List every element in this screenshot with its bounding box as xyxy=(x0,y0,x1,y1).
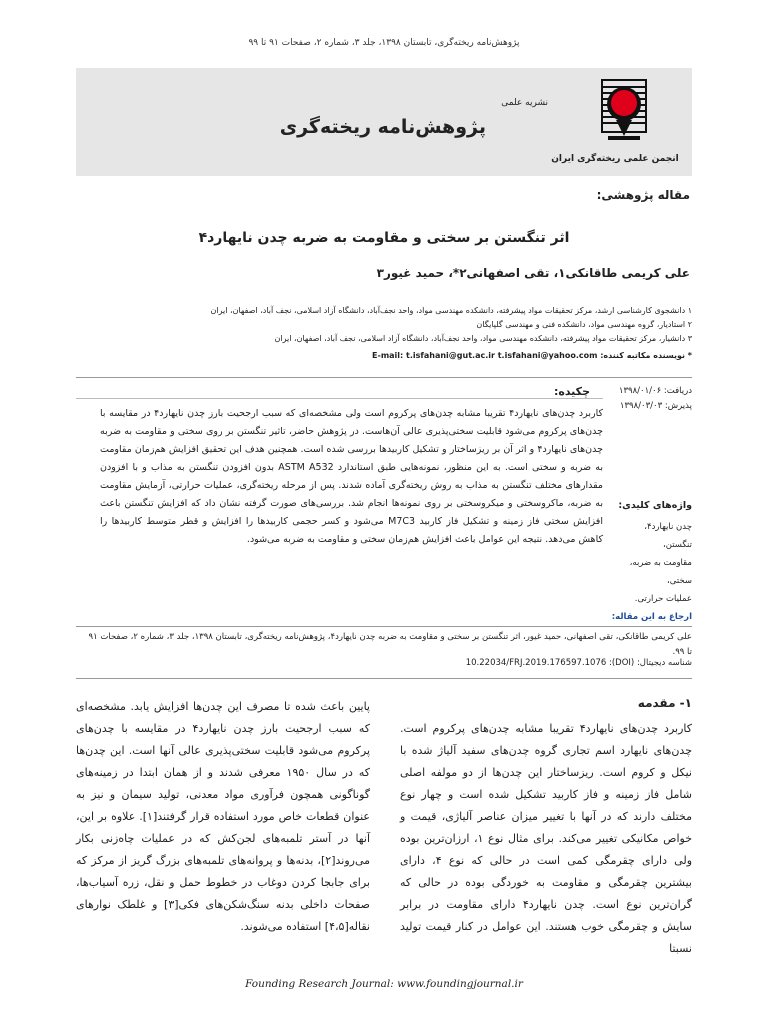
article-dates xyxy=(612,384,692,414)
article-title: اثر تنگستن بر سختی و مقاومت به ضربه چدن نایهارد۴ xyxy=(198,230,570,246)
author-list: علی کریمی طاقانکی۱، تقی اصفهانی۲*، حمید غیور۳ xyxy=(376,266,690,280)
affiliations xyxy=(140,304,692,346)
affiliation-3: ۳ دانشیار، مرکز تحقیقات مواد پیشرفته، دانشکده مهندسی مواد، واحد نجف‌آباد، دانشگاه آزاد اسلامی، نجف آباد، اصفهان، ایران xyxy=(274,334,692,343)
divider xyxy=(76,678,692,679)
society-name: انجمن علمی ریخته‌گری ایران xyxy=(551,154,679,164)
citation-heading: ارجاع به این مقاله: xyxy=(611,612,692,622)
society-logo-icon xyxy=(594,76,654,144)
affiliation-1: ۱ دانشجوی کارشناسی ارشد، مرکز تحقیقات مواد پیشرفته، دانشکده مهندسی مواد، واحد نجف‌آباد، دانشگاه آزاد اسلامی، نجف آباد، اصفهان، ایران xyxy=(210,306,692,315)
keywords-heading: واژه‌های کلیدی: xyxy=(618,500,692,511)
body-column-right: کاربرد چدن‌های نایهارد۴ تقریبا مشابه چدن‌های پرکروم است. چدن‌های نایهارد اسم تجاری گروه چدن‌های سفید آلیاژ شده با نیکل و کروم است. ریزساختار این چدن‌ها از دو مولفه اصلی شامل فاز زمینه و فاز کاربید تشکیل شده است و چهار نوع مختلف دارند که در آنها با تغییر میزان عناصر آلیاژی، قیمت و خواص مکانیکی تغییر می‌کند. برای مثال نوع ۱، ارزان‌ترین بوده ولی دارای چقرمگی کمی است در حالی که نوع ۴، دارای بیشترین چقرمگی و مقاومت به خوردگی بوده در حالی که گران‌ترین نوع است. چدن نایهارد۴ دارای مقاومت در برابر سایش و چقرمگی خوب هستند. این عوامل در کنار قیمت تولید نسبتا xyxy=(400,722,693,955)
received-date: دریافت: ۱۳۹۸/۰۱/۰۶ xyxy=(618,386,692,396)
keyword-item: سختی، xyxy=(666,576,692,586)
article-type: مقاله پژوهشی: xyxy=(596,188,690,202)
abstract-text: کاربرد چدن‌های نایهارد۴ تقریبا مشابه چدن‌های پرکروم است ولی مشخصه‌ای که سبب ارجحیت بارز چدن نایهارد۴ در مقایسه با چدن‌های پرکروم می‌شود قابلیت سختی‌پذیری عالی آن‌هاست. در پژوهش حاضر، تاثیر تنگستن بر روی سختی و مقاومت به ضربه چدن‌های نایهارد۴ و اثر آن بر ریزساختار و تشکیل کاربیدها بررسی شده است. همچنین هدف این تحقیق افزایش هم‌زمان مقاومت به ضربه و سختی است. به این منظور، نمونه‌هایی طبق استاندارد ASTM A532 بدون افزودن تنگستن به مذاب و با افزودن مقدارهای مختلف تنگستن به مذاب به روش ریخته‌گری آماده شدند. پس از مرحله ریخته‌گری، عملیات حرارتی، آزمایش مقاومت به ضربه، ماکروسختی و میکروسختی بر روی نمونه‌ها انجام شد. بررسی‌های صورت گرفته نشان داد که افزایش تنگستن باعث افزایش سختی فاز زمینه و تشکیل فاز کاربید M7C3 می‌شود و کسر حجمی کاربیدها را افزایش و قطر متوسط کاربیدها را کاهش می‌دهد. نتیجه این عوامل باعث افزایش هم‌زمان سختی و مقاومت به ضربه می‌شود. xyxy=(100,408,604,545)
running-head: پژوهش‌نامه ریخته‌گری، تابستان ۱۳۹۸، جلد ۳، شماره ۲، صفحات ۹۱ تا ۹۹ xyxy=(248,38,520,48)
abstract-heading: چکیده: xyxy=(553,385,590,398)
keywords-list xyxy=(612,518,692,608)
journal-kind: نشریه علمی xyxy=(501,98,548,108)
keyword-item: مقاومت به ضربه، xyxy=(629,558,692,568)
divider xyxy=(76,626,692,627)
keyword-item: چدن نایهارد۴، xyxy=(644,522,692,532)
divider xyxy=(76,377,692,378)
doi-link[interactable]: شناسه دیجیتال: (DOI): 10.22034/FRJ.2019.176597.1076 xyxy=(465,658,692,668)
keyword-item: عملیات حرارتی. xyxy=(634,594,692,604)
divider xyxy=(76,398,603,399)
keyword-item: تنگستن، xyxy=(663,540,692,550)
journal-masthead xyxy=(76,68,692,176)
body-column-left: پایین باعث شده تا مصرف این چدن‌ها افزایش یابد. مشخصه‌ای که سبب ارجحیت بارز چدن نایهارد۴ در مقایسه با چدن‌های پرکروم می‌شود قابلیت سختی‌پذیری عالی آنها است. این چدن‌ها که در سال ۱۹۵۰ معرفی شدند و از همان ابتدا در زمینه‌های گوناگونی همچون فرآوری مواد معدنی، تولید سیمان و نیز به عنوان قطعات خاص مورد استفاده قرار گرفتند[۱]. علاوه بر این، آنها در آستر تلمبه‌های لجن‌کش که در عملیات چاه‌زنی بکار می‌روند[۲]، بدنه‌ها و پروانه‌های تلمبه‌های بزرگ گریز از مرکز که برای جابجا کردن دوغاب در خطوط حمل و نقل، زره آسیاب‌ها، صفحات داخلی بدنه سنگ‌شکن‌های فکی[۳] و غلطک نوارهای نقاله[۴،۵] استفاده می‌شوند. xyxy=(76,700,370,933)
affiliation-2: ۲ استادیار، گروه مهندسی مواد، دانشکده فنی و مهندسی گلپایگان xyxy=(476,320,692,329)
journal-title: پژوهش‌نامه ریخته‌گری xyxy=(279,116,486,138)
accepted-date: پذیرش: ۱۳۹۸/۰۳/۰۳ xyxy=(619,401,692,411)
section-heading-introduction: ۱- مقدمه xyxy=(637,696,692,710)
citation-text: علی کریمی طاقانکی، تقی اصفهانی، حمید غیور، اثر تنگستن بر سختی و مقاومت به ضربه چدن نایهارد۴، پژوهش‌نامه ریخته‌گری، تابستان ۱۳۹۸، جلد ۳، شماره ۲، صفحات ۹۱ تا ۹۹. xyxy=(88,632,692,657)
journal-footer-link[interactable]: Founding Research Journal: www.foundingjournal.ir xyxy=(245,978,523,990)
corresponding-author-email[interactable]: * نویسنده مکاتبه کننده: E-mail: t.isfahani@gut.ac.ir t.isfahani@yahoo.com xyxy=(372,351,692,360)
